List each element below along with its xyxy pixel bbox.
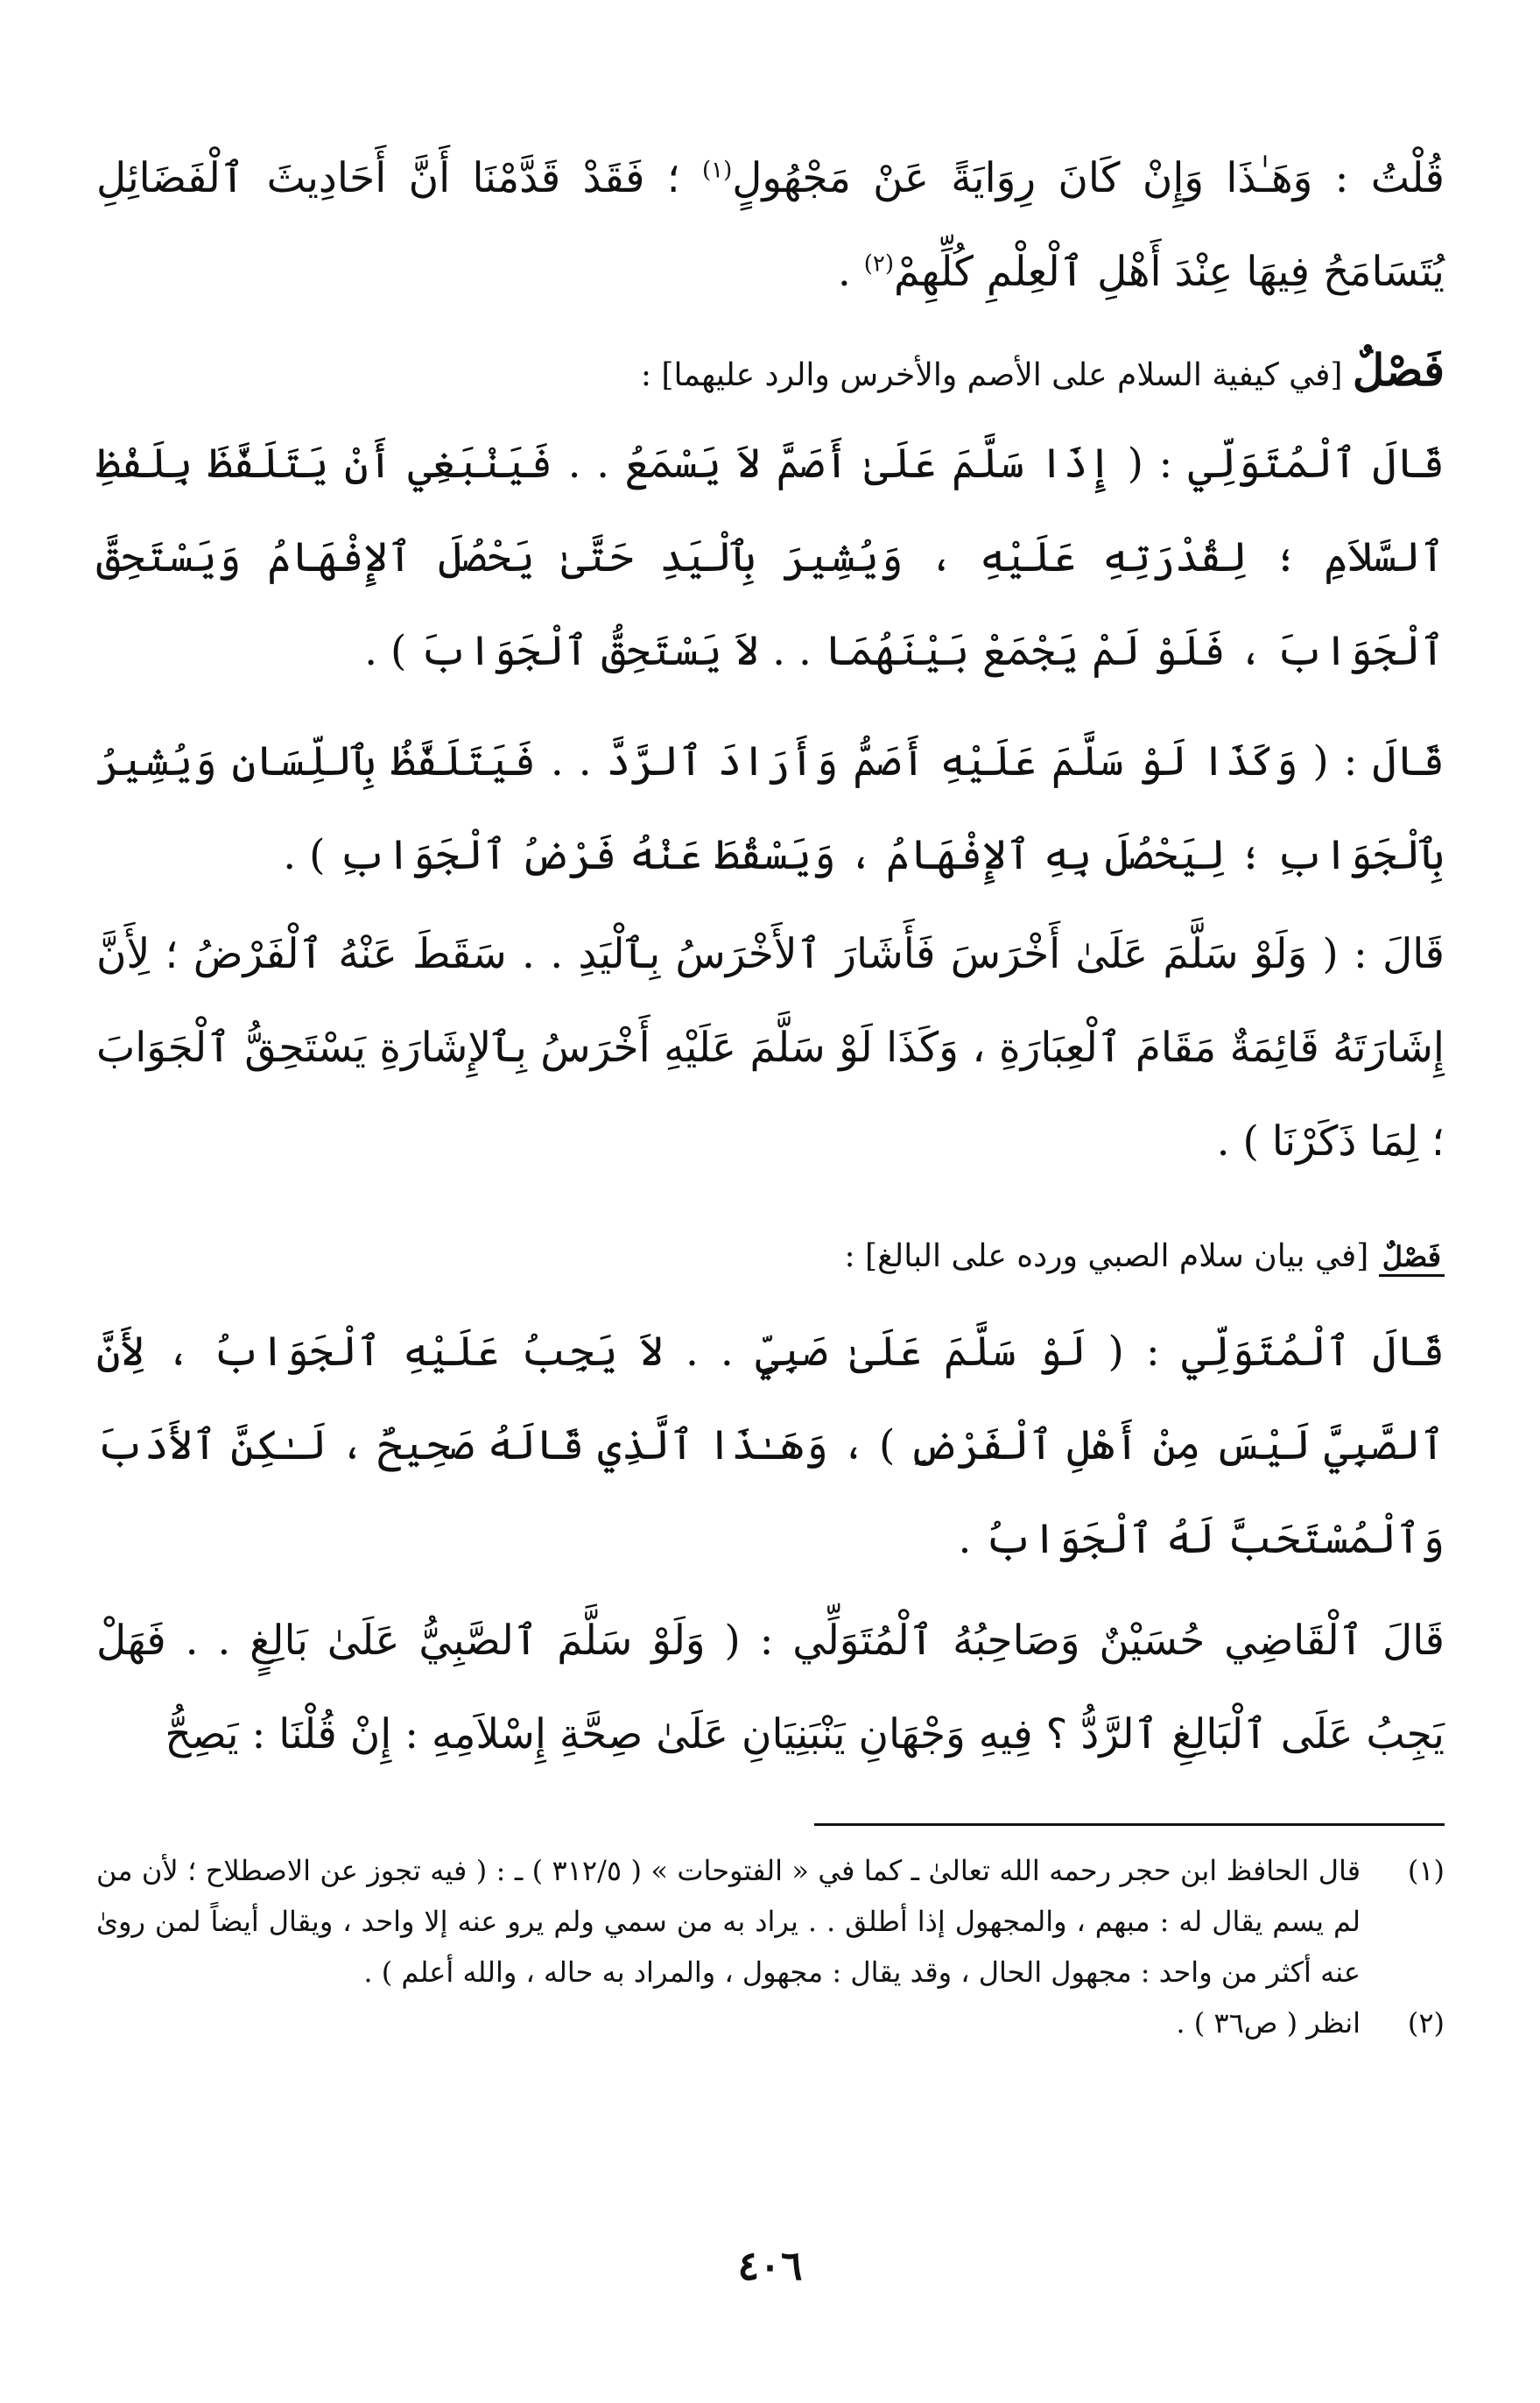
book-page	[96, 131, 1445, 2356]
paragraph-qultu	[96, 131, 1445, 324]
footnote-divider	[814, 1823, 1445, 1826]
section-heading-title: [في بيان سلام الصبي ورده على البالغ] :	[844, 1238, 1379, 1274]
paragraph-mute: قَالَ : ( وَلَوْ سَلَّمَ عَلَىٰ أَخْرَسَ فَأَشَارَ ٱلأَخْرَسُ بِٱلْيَدِ . . سَقَطَ عَنْهُ ٱلْفَرْضُ ؛ لِأَنَّ إِشَارَتَهُ قَائِمَةٌ مَقَامَ ٱلْعِبَارَةِ ، وَكَذَا لَوْ سَلَّمَ عَلَيْهِ أَخْرَسُ بِٱلإِشَارَةِ يَسْتَحِقُّ ٱلْجَوَابَ ؛ لِمَا ذَكَرْنَا ) .	[96, 930, 1445, 1166]
footnote-text: انظر ( ص٣٦ ) .	[1176, 2006, 1361, 2040]
page-number: ٤٠٦	[737, 2242, 803, 2289]
fasl-ornament-word: فَصْلٌ	[1379, 1239, 1445, 1277]
footnote-ref-2: (٢)	[863, 250, 895, 278]
section-heading-child	[96, 1226, 1445, 1305]
section-heading-title: [في كيفية السلام على الأصم والأخرس والرد عليهما] :	[640, 357, 1353, 393]
paragraph-child-greeting: قَالَ ٱلْمُتَوَلِّي : ( لَوْ سَلَّمَ عَلَىٰ صَبِيٍّ . . لاَ يَجِبُ عَلَيْهِ ٱلْجَوَابُ ، لِأَنَّ ٱلصَّبِيَّ لَيْسَ مِنْ أَهْلِ ٱلْفَرْضِ ) ، وَهَـٰذَا ٱلَّذِي قَالَهُ صَحِيحٌ ، لَـٰكِنَّ ٱلأَدَبَ وَٱلْمُسْتَحَبَّ لَهُ ٱلْجَوَابُ .	[96, 1328, 1445, 1563]
footnote-number: (٢)	[1407, 2006, 1445, 2040]
paragraph-deaf-reply: قَالَ : ( وَكَذَا لَوْ سَلَّمَ عَلَيْهِ أَصَمُّ وَأَرَادَ ٱلرَّدَّ . . فَيَتَلَفَّظُ بِٱللِّسَانِ وَيُشِيرُ بِٱلْجَوَابِ ؛ لِيَحْصُلَ بِهِ ٱلإِفْهَامُ ، وَيَسْقُطَ عَنْهُ فَرْضُ ٱلْجَوَابِ ) .	[96, 737, 1445, 879]
paragraph-text: ؛ فَقَدْ قَدَّمْنَا أَنَّ أَحَادِيثَ ٱلْفَضَائِلِ يُتَسَامَحُ فِيهَا عِنْدَ أَهْلِ ٱلْعِلْمِ كُلِّهِمْ	[96, 154, 1445, 296]
fasl-word: فَصْلٌ	[1352, 344, 1445, 396]
footnote-ref-1: (١)	[702, 157, 733, 184]
paragraph-qadi-husayn: قَالَ ٱلْقَاضِي حُسَيْنٌ وَصَاحِبُهُ ٱلْمُتَوَلِّي : ( وَلَوْ سَلَّمَ ٱلصَّبِيُّ عَلَىٰ بَالِغٍ . . فَهَلْ يَجِبُ عَلَى ٱلْبَالِغِ ٱلرَّدُّ ؟ فِيهِ وَجْهَانِ يَنْبَنِيَانِ عَلَىٰ صِحَّةِ إِسْلاَمِهِ : إِنْ قُلْنَا : يَصِحُّ	[96, 1617, 1445, 1758]
footnote-text: قال الحافظ ابن حجر رحمه الله تعالىٰ ـ كما في « الفتوحات » ( ٣١٢/٥ ) ـ : ( فيه تجوز عن الاصطلاح ؛ لأن من لم يسم يقال له : مبهم ، والمجهول إذا أطلق . . يراد به من سمي ولم يرو عنه إلا واحد ، ويقال أيضاً لمن روىٰ عنه أكثر من واحد : مجهول الحال ، وقد يقال : مجهول ، والمراد به حاله ، والله أعلم ) .	[96, 1854, 1361, 1989]
section-heading-deaf-mute	[96, 340, 1445, 417]
footnote-number: (١)	[1407, 1854, 1445, 1887]
paragraph-mutawalli-deaf: قَالَ ٱلْمُتَوَلِّي : ( إِذَا سَلَّمَ عَلَىٰ أَصَمَّ لاَ يَسْمَعُ . . فَيَنْبَغِي أَنْ يَتَلَفَّظَ بِلَفْظِ ٱلسَّلاَمِ ؛ لِقُدْرَتِهِ عَلَيْهِ ، وَيُشِيرَ بِٱلْيَدِ حَتَّىٰ يَحْصُلَ ٱلإِفْهَامُ وَيَسْتَحِقَّ ٱلْجَوَابَ ، فَلَوْ لَمْ يَجْمَعْ بَيْنَهُمَا . . لاَ يَسْتَحِقُّ ٱلْجَوَابَ ) .	[96, 440, 1445, 675]
footnote-1	[96, 1845, 1445, 1998]
paragraph-text: .	[837, 248, 864, 296]
paragraph-text: قُلْتُ : وَهَـٰذَا وَإِنْ كَانَ رِوَايَةً عَنْ مَجْهُولٍ	[732, 154, 1445, 202]
footnote-2	[96, 1998, 1445, 2048]
